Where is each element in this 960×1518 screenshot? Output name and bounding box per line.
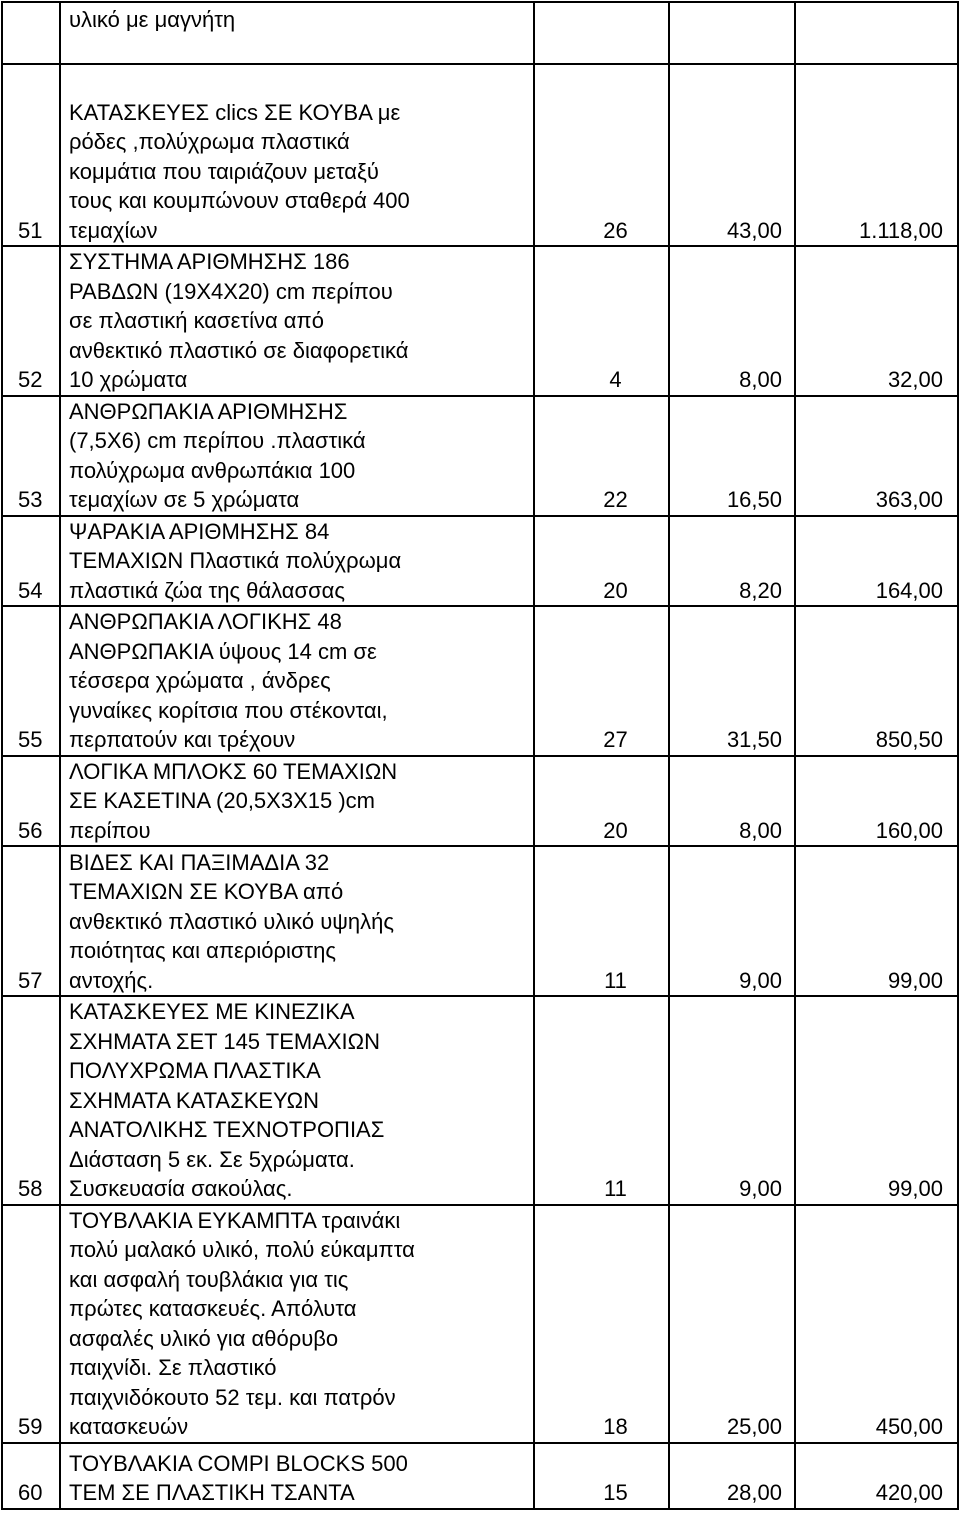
table-row <box>2 996 958 1205</box>
table-row <box>2 64 958 246</box>
item-description <box>60 996 534 1205</box>
row-number: 54 <box>2 516 60 607</box>
description-line: κομμάτια που ταιριάζουν μεταξύ <box>69 158 379 184</box>
description-line: παιχνιδόκουτο 52 τεμ. και πατρόν <box>69 1384 396 1410</box>
description-line: ΚΑΤΑΣΚΕΥΕΣ clics ΣΕ ΚΟΥΒΑ με <box>69 99 401 125</box>
description-line: πολύ μαλακό υλικό, πολύ εύκαμπτα <box>69 1237 415 1262</box>
description-line: ποιότητας και απεριόριστης <box>69 938 336 963</box>
description-line: ΚΑΤΑΣΚΕΥΕΣ ΜΕ ΚΙΝΕΖΙΚΑ <box>69 999 355 1024</box>
description-line: τεμαχίων σε 5 χρώματα <box>69 487 300 512</box>
description-line: τους και κουμπώνουν σταθερά 400 <box>69 188 410 213</box>
table-row <box>2 1205 958 1443</box>
table-row <box>2 396 958 516</box>
description-line: πολύχρωμα ανθρωπάκια 100 <box>69 457 356 483</box>
item-description <box>60 606 534 756</box>
description-line: ΑΝΘΡΩΠΑΚΙΑ ΑΡΙΘΜΗΣΗΣ <box>69 398 348 424</box>
row-number: 55 <box>2 606 60 756</box>
unit-price-cell: 9,00 <box>669 846 795 996</box>
total-price-cell: 363,00 <box>795 396 958 516</box>
row-number <box>2 2 60 64</box>
description-line: πλαστικά ζώα της θάλασσας <box>69 577 345 603</box>
description-line: ΨΑΡΑΚΙΑ ΑΡΙΘΜΗΣΗΣ 84 <box>69 518 330 544</box>
description-line: 10 χρώματα <box>69 367 188 392</box>
row-number: 56 <box>2 756 60 847</box>
quantity-cell: 18 <box>534 1205 669 1443</box>
unit-price-cell: 8,20 <box>669 516 795 607</box>
quantity-cell: 4 <box>534 246 669 396</box>
total-price-cell: 420,00 <box>795 1443 958 1509</box>
row-number: 51 <box>2 64 60 246</box>
quantity-cell: 22 <box>534 396 669 516</box>
quantity-cell: 20 <box>534 756 669 847</box>
description-line: γυναίκες κορίτσια που στέκονται, <box>69 697 388 723</box>
item-description <box>60 846 534 996</box>
row-number: 58 <box>2 996 60 1205</box>
row-number: 59 <box>2 1205 60 1443</box>
description-line: ΑΝΘΡΩΠΑΚΙΑ ύψους 14 cm σε <box>69 638 377 664</box>
table-row <box>2 606 958 756</box>
description-line: Διάσταση 5 εκ. Σε 5χρώματα. <box>69 1146 355 1172</box>
description-line: ΣΥΣΤΗΜΑ ΑΡΙΘΜΗΣΗΣ 186 <box>69 249 350 274</box>
description-line: σε πλαστική κασετίνα από <box>69 308 324 333</box>
total-price-cell: 32,00 <box>795 246 958 396</box>
total-price-cell: 450,00 <box>795 1205 958 1443</box>
item-description <box>60 246 534 396</box>
unit-price-cell: 9,00 <box>669 996 795 1205</box>
description-line: και ασφαλή τουβλάκια για τις <box>69 1266 349 1292</box>
row-number: 53 <box>2 396 60 516</box>
item-description <box>60 396 534 516</box>
description-line: κατασκευών <box>69 1414 189 1439</box>
quantity-cell: 11 <box>534 846 669 996</box>
total-price-cell: 1.118,00 <box>795 64 958 246</box>
description-line: ΛΟΓΙΚΑ ΜΠΛΟΚΣ 60 ΤΕΜΑΧΙΩΝ <box>69 758 398 784</box>
total-price-cell: 99,00 <box>795 996 958 1205</box>
description-line: ΣΕ ΚΑΣΕΤΙΝΑ (20,5Χ3Χ15 )cm <box>69 788 375 813</box>
item-description <box>60 1443 534 1509</box>
description-line: παιχνίδι. Σε πλαστικό <box>69 1355 277 1380</box>
unit-price-cell: 31,50 <box>669 606 795 756</box>
total-price-cell: 99,00 <box>795 846 958 996</box>
description-line: ασφαλές υλικό για αθόρυβο <box>69 1325 339 1351</box>
table-row <box>2 2 958 64</box>
item-description <box>60 64 534 246</box>
total-price-cell: 164,00 <box>795 516 958 607</box>
description-line: ΤΕΜΑΧΙΩΝ ΣΕ ΚΟΥΒΑ από <box>69 879 344 904</box>
description-line: ΡΑΒΔΩΝ (19Χ4Χ20) cm περίπου <box>69 278 393 304</box>
unit-price-cell: 8,00 <box>669 246 795 396</box>
description-line: ΒΙΔΕΣ ΚΑΙ ΠΑΞΙΜΑΔΙΑ 32 <box>69 849 330 875</box>
table-row <box>2 516 958 607</box>
description-line: ΣΧΗΜΑΤΑ ΣΕΤ 145 ΤΕΜΑΧΙΩΝ <box>69 1028 380 1054</box>
description-line: ΤΟΥΒΛΑΚΙΑ COMPI BLOCKS 500 <box>69 1450 408 1476</box>
item-description <box>60 516 534 607</box>
row-number: 60 <box>2 1443 60 1509</box>
unit-price-cell: 8,00 <box>669 756 795 847</box>
quantity-cell: 11 <box>534 996 669 1205</box>
description-line: (7,5Χ6) cm περίπου .πλαστικά <box>69 428 366 453</box>
item-description <box>60 756 534 847</box>
description-line: ανθεκτικό πλαστικό σε διαφορετικά <box>69 337 409 363</box>
item-description <box>60 1205 534 1443</box>
description-line: Συσκευασία σακούλας. <box>69 1176 293 1201</box>
description-line: ΤΕΜ ΣΕ ΠΛΑΣΤΙΚΗ ΤΣΑΝΤΑ <box>69 1480 355 1505</box>
total-price-cell: 850,50 <box>795 606 958 756</box>
quantity-cell: 26 <box>534 64 669 246</box>
quantity-cell: 20 <box>534 516 669 607</box>
table-row <box>2 846 958 996</box>
table-row <box>2 1443 958 1509</box>
unit-price-cell: 43,00 <box>669 64 795 246</box>
description-line: αντοχής. <box>69 967 154 993</box>
quantity-cell: 27 <box>534 606 669 756</box>
description-line: ΤΕΜΑΧΙΩΝ Πλαστικά πολύχρωμα <box>69 548 402 573</box>
description-line: ΣΧΗΜΑΤΑ ΚΑΤΑΣΚΕΥΩΝ <box>69 1087 320 1113</box>
description-line: τέσσερα χρώματα , άνδρες <box>69 668 331 693</box>
unit-price-cell: 28,00 <box>669 1443 795 1509</box>
description-line: ρόδες ,πολύχρωμα πλαστικά <box>69 129 350 154</box>
description-line: τεμαχίων <box>69 217 158 243</box>
description-line: ΤΟΥΒΛΑΚΙΑ ΕΥΚΑΜΠΤΑ τραινάκι <box>69 1207 401 1233</box>
unit-price-cell: 16,50 <box>669 396 795 516</box>
row-number: 52 <box>2 246 60 396</box>
description-line: ΑΝΘΡΩΠΑΚΙΑ ΛΟΓΙΚΗΣ 48 <box>69 609 342 634</box>
table-row <box>2 756 958 847</box>
total-price-cell: 160,00 <box>795 756 958 847</box>
table-row <box>2 246 958 396</box>
row-number: 57 <box>2 846 60 996</box>
unit-price-cell: 25,00 <box>669 1205 795 1443</box>
description-line: ανθεκτικό πλαστικό υλικό υψηλής <box>69 908 395 934</box>
quantity-cell: 15 <box>534 1443 669 1509</box>
description-line: περίπου <box>69 817 151 843</box>
description-line: πρώτες κατασκευές. Απόλυτα <box>69 1296 357 1321</box>
description-line: περπατούν και τρέχουν <box>69 727 296 752</box>
description-line: ΠΟΛΥΧΡΩΜΑ ΠΛΑΣΤΙΚΑ <box>69 1058 321 1083</box>
items-table <box>1 1 959 1510</box>
item-description: υλικό με μαγνήτη <box>60 2 534 64</box>
description-line: ΑΝΑΤΟΛΙΚΗΣ ΤΕΧΝΟΤΡΟΠΙΑΣ <box>69 1117 385 1142</box>
